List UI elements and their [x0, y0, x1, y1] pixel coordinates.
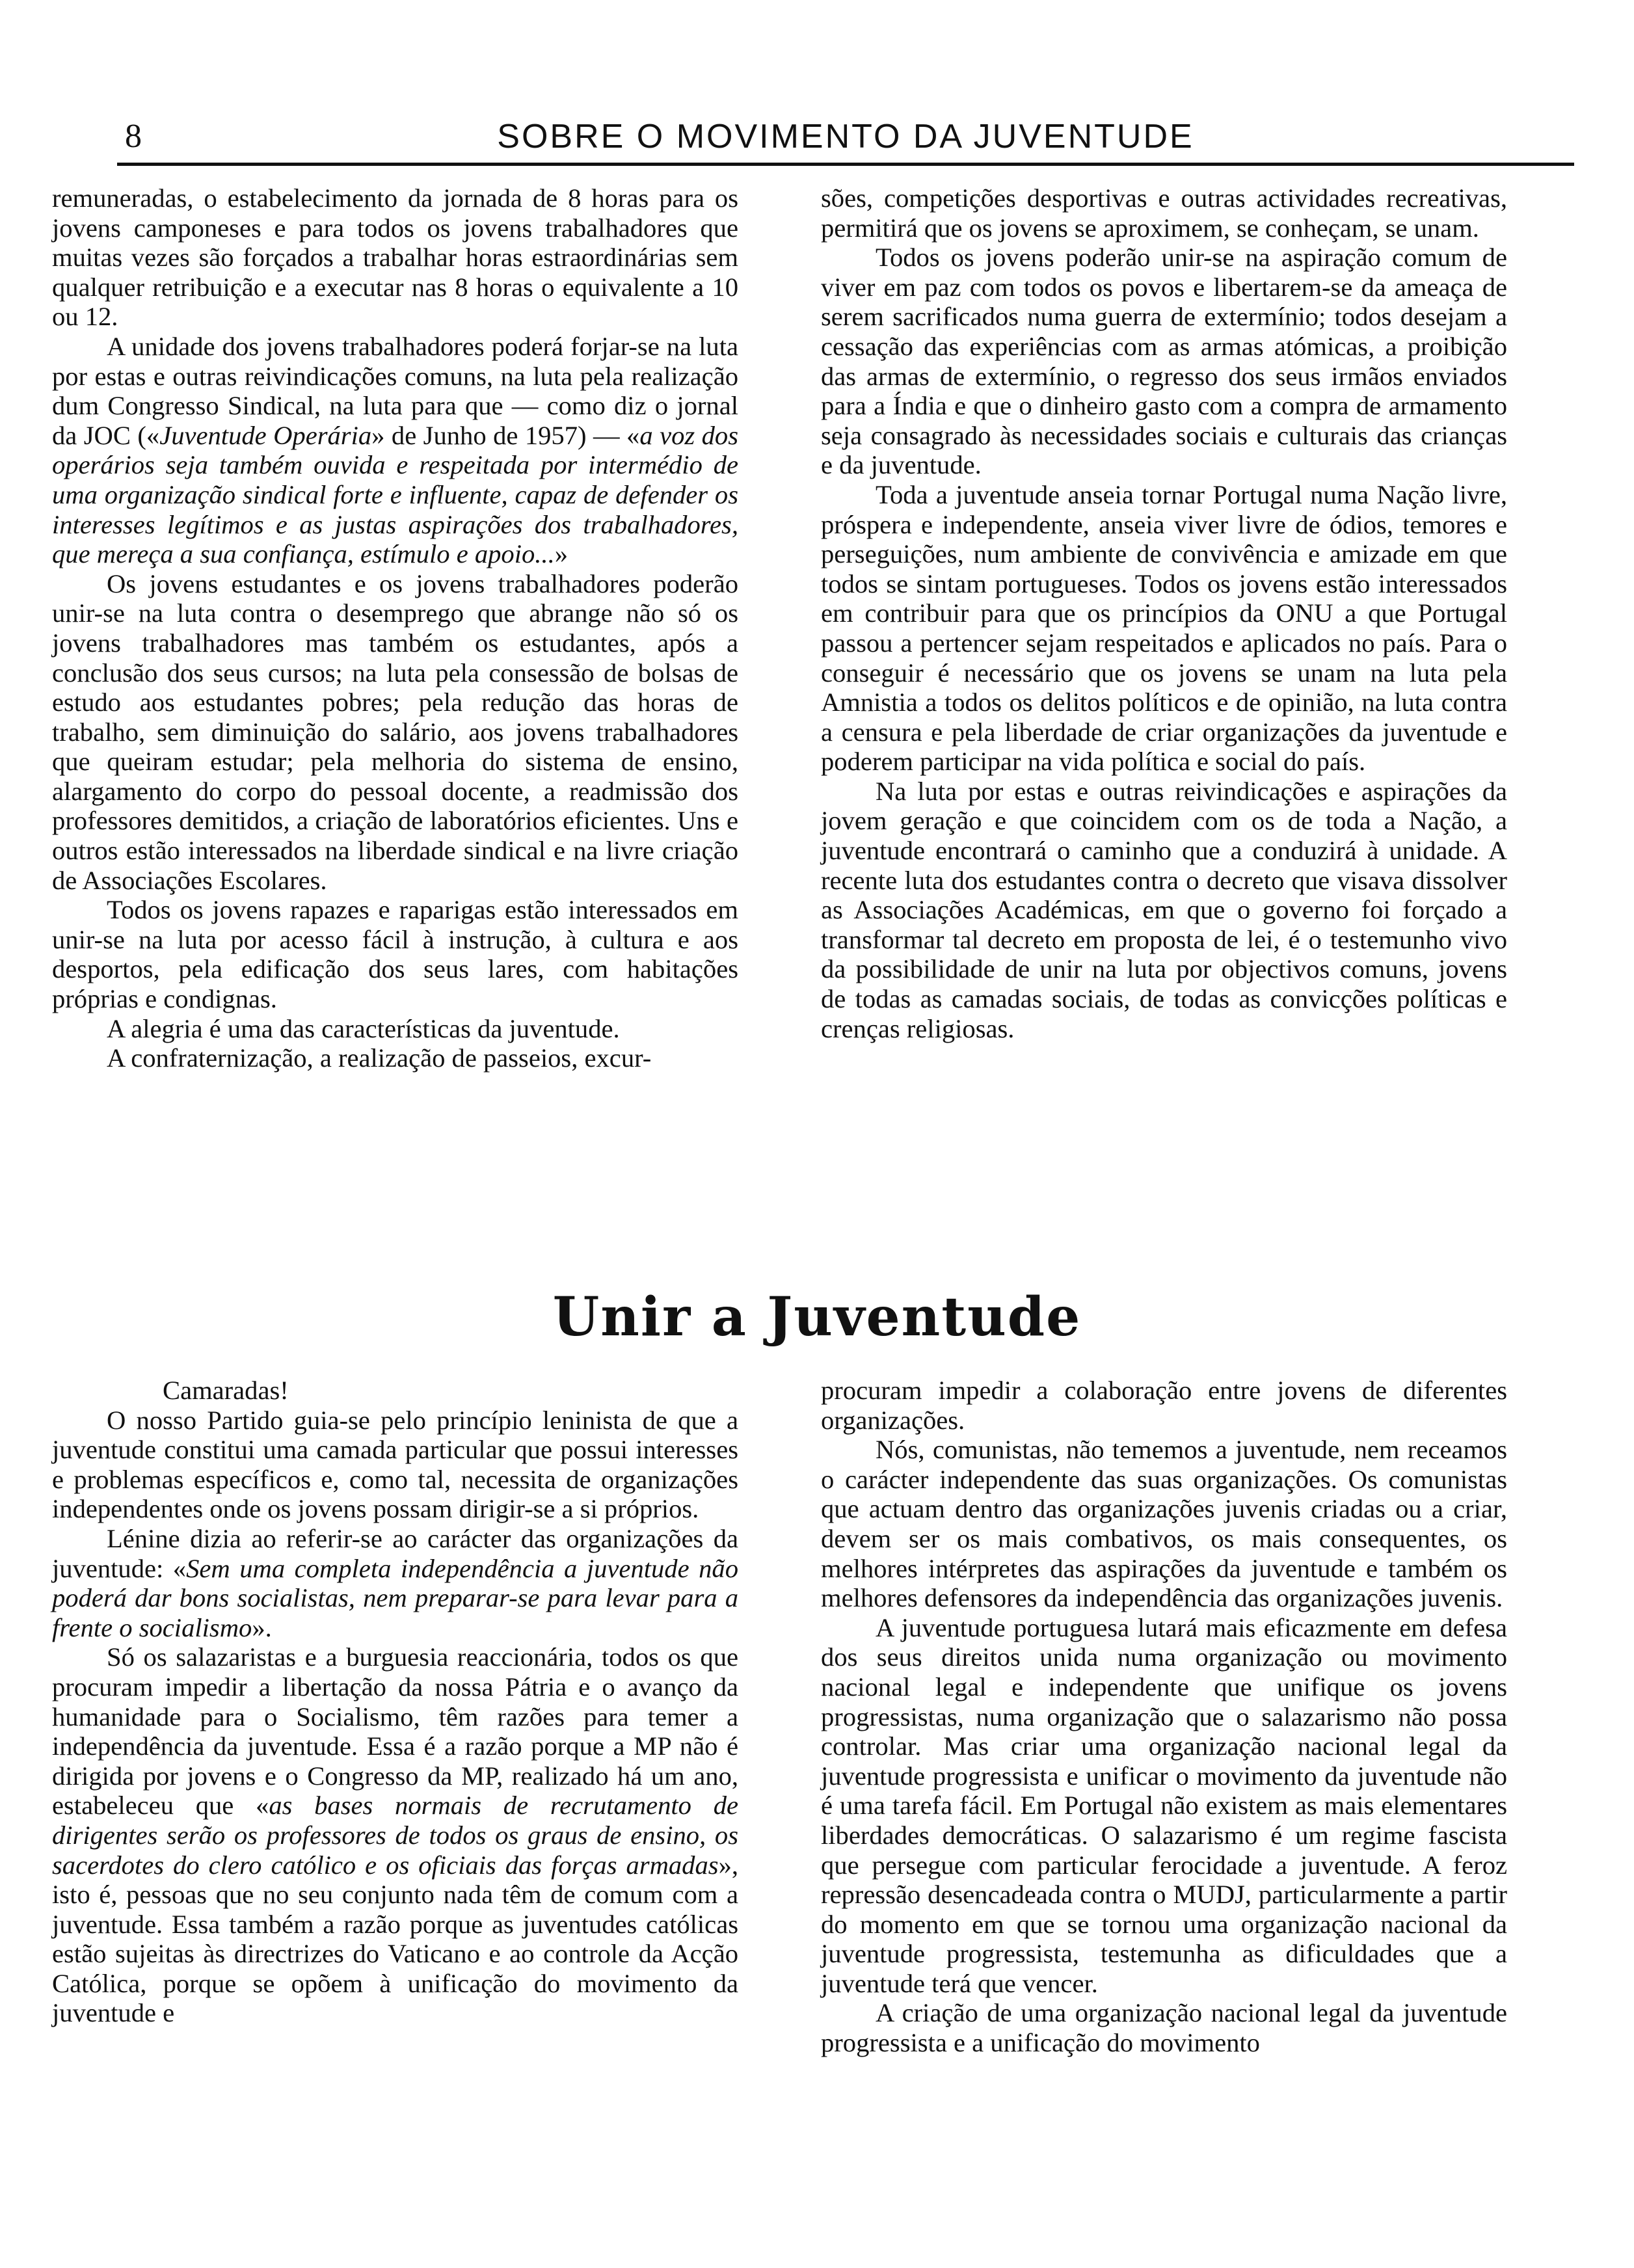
paragraph: remuneradas, o estabelecimento da jornada de 8 horas para os jovens camponeses e para todos os jovens trabalhadores que muitas vezes são forçados a trabalhar horas estraordinárias sem qualquer retribuição e a executar nas 8 horas o equivalente a 10 ou 12.	[52, 183, 738, 332]
top-right-column	[821, 183, 1507, 1043]
bottom-left-column	[52, 1376, 738, 2028]
text-run: Lénine dizia ao referir-se ao carácter das organizações da juventude: «	[52, 1523, 738, 1583]
running-header	[117, 111, 1574, 166]
top-left-column	[52, 183, 738, 1073]
bottom-right-column	[821, 1376, 1507, 2058]
text-run: » de Junho de 1957) — «	[371, 420, 640, 450]
page-number: 8	[125, 118, 142, 155]
text-run: Só os salazaristas e a burguesia reaccionária, todos os que procuram impedir a libertação da nossa Pátria e o avanço da humanidade para o Socialismo, têm razões para temer a independência da juventude. Essa é a razão porque a MP não é dirigida por jovens e o Congresso da MP, realizado há um ano, estabeleceu que «	[52, 1642, 738, 1821]
newspaper-title: Juventude Operária	[159, 420, 372, 450]
paragraph: Toda a juventude anseia tornar Portugal numa Nação livre, próspera e independente, anseia viver livre de ódios, temores e perseguições, num ambiente de convivência e amizade em que todos se sintam portugueses. Todos os jovens estão interessados em contribuir para que os princípios da ONU a que Portugal passou a pertencer sejam respeitados e aplicados no país. Para o conseguir é necessário que os jovens se unam na luta pela Amnistia a todos os delitos políticos e de opinião, na luta contra a censura e pela liberdade de criar organizações da juventude e poderem participar na vida política e social do país.	[821, 479, 1507, 777]
quotation: as bases normais de recrutamento de dirigentes serão os professores de todos os graus de ensino, os sacerdotes do clero católico e os oficiais das forças armadas	[52, 1791, 738, 1880]
text-run: »	[554, 539, 569, 569]
paragraph: Na luta por estas e outras reivindicações e aspirações da jovem geração e que coincidem com os de toda a Nação, a juventude encontrará o caminho que a conduzirá à unidade. A recente luta dos estudantes contra o decreto que visava dissolver as Associações Académicas, em que o governo foi forçado a transformar tal decreto em proposta de lei, é o testemunho vivo da possibilidade de unir na luta por objectivos comuns, jovens de todas as camadas sociais, de todas as convicções políticas e crenças religiosas.	[821, 776, 1507, 1043]
quotation: Sem uma completa independência a juventude não poderá dar bons socialistas, nem preparar-se para levar para a frente o socialismo	[52, 1553, 738, 1642]
paragraph: O nosso Partido guia-se pelo princípio leninista de que a juventude constitui uma camada particular que possui interesses e problemas específicos e, como tal, necessita de organizações independentes onde os jovens possam dirigir-se a si próprios.	[52, 1405, 738, 1524]
paragraph	[52, 1642, 738, 2028]
section-heading: Unir a Juventude	[552, 1286, 1082, 1348]
paragraph: A criação de uma organização nacional legal da juventude progressista e a unificação do movimento	[821, 1998, 1507, 2058]
paragraph	[52, 332, 738, 569]
paragraph: A alegria é uma das características da juventude.	[107, 1013, 620, 1043]
running-title: SOBRE O MOVIMENTO DA JUVENTUDE	[497, 118, 1194, 155]
quotation: a voz dos operários seja também ouvida e respeitada por intermédio de uma organização sindical forte e influente, capaz de defender os interesses legítimos e as justas aspirações dos trabalhadores, que mereça a sua confiança, estímulo e apoio...	[52, 420, 738, 569]
paragraph: procuram impedir a colaboração entre jovens de diferentes organizações.	[821, 1376, 1507, 1435]
paragraph: Todos os jovens rapazes e raparigas estão interessados em unir-se na luta por acesso fácil à instrução, à cultura e aos desportos, pela edificação dos seus lares, com habitações próprias e condignas.	[52, 895, 738, 1014]
text-run: », isto é, pessoas que no seu conjunto nada têm de comum com a juventude. Essa também a razão porque as juventudes católicas estão sujeitas às directrizes do Vaticano e ao controle da Acção Católica, porque se opõem à unificação do movimento da juventude e	[52, 1850, 738, 2028]
paragraph	[52, 1524, 738, 1642]
paragraph: A confraternização, a realização de passeios, excur-	[107, 1043, 652, 1073]
salutation: Camaradas!	[163, 1376, 289, 1405]
paragraph: Nós, comunistas, não tememos a juventude, nem receamos o carácter independente das suas organizações. Os comunistas que actuam dentro das organizações juvenis criadas ou a criar, devem ser os mais combativos, os mais consequentes, os melhores intérpretes das aspirações da juventude e também os melhores defensores da independência das organizações juvenis.	[821, 1435, 1507, 1613]
text-run: ».	[252, 1612, 272, 1642]
paragraph: Todos os jovens poderão unir-se na aspiração comum de viver em paz com todos os povos e libertarem-se da ameaça de serem sacrificados numa guerra de extermínio; todos desejam a cessação das experiências com as armas atómicas, a proibição das armas de extermínio, o regresso dos seus irmãos enviados para a Índia e que o dinheiro gasto com a compra de armamento seja consagrado às necessidades sociais e culturais das crianças e da juventude.	[821, 243, 1507, 480]
paragraph: sões, competições desportivas e outras actividades recreativas, permitirá que os jovens se aproximem, se conheçam, se unam.	[821, 183, 1507, 243]
paragraph: A juventude portuguesa lutará mais eficazmente em defesa dos seus direitos unida numa organização ou movimento nacional legal e independente que unifique os jovens progressistas, numa organização que o salazarismo não possa controlar. Mas criar uma organização nacional legal da juventude progressista e unificar o movimento da juventude não é uma tarefa fácil. Em Portugal não existem as mais elementares liberdades democráticas. O salazarismo é um regime fascista que persegue com particular ferocidade a juventude. A feroz repressão desencadeada contra o MUDJ, particularmente a partir do momento em que se tornou uma organização nacional da juventude progressista, testemunha as dificuldades que a juventude terá que vencer.	[821, 1612, 1507, 1998]
text-run: A unidade dos jovens trabalhadores poderá forjar-se na luta por estas e outras reivindicações comuns, na luta pela realização dum Congresso Sindical, na luta para que — como diz o jornal da JOC («	[52, 331, 738, 450]
paragraph: Os jovens estudantes e os jovens trabalhadores poderão unir-se na luta contra o desemprego que abrange não só os jovens trabalhadores mas também os estudantes, após a conclusão dos seus cursos; na luta pela consessão de bolsas de estudo aos estudantes pobres; pela redução das horas de trabalho, sem diminuição do salário, aos jovens trabalhadores que queiram estudar; pela melhoria do sistema de ensino, alargamento do corpo do pessoal docente, a readmissão dos professores demitidos, a criação de laboratórios eficientes. Uns e outros estão interessados na liberdade sindical e na livre criação de Associações Escolares.	[52, 568, 738, 895]
